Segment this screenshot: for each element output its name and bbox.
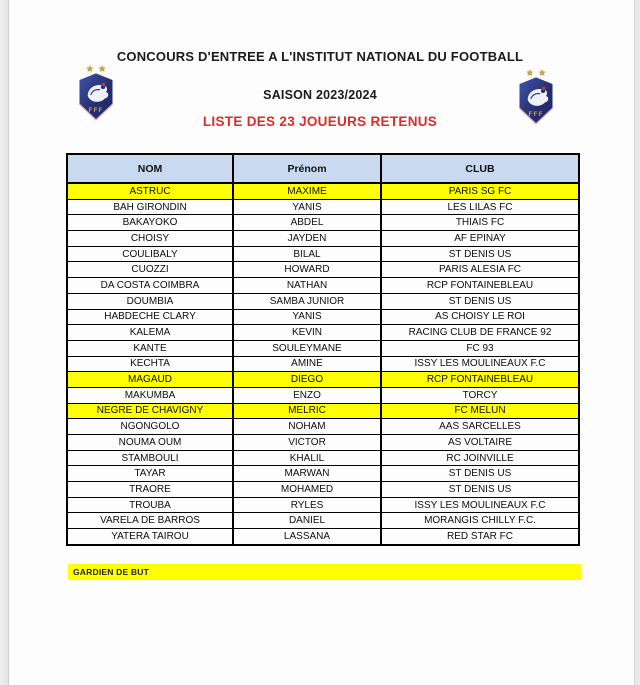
cell-nom: TROUBA (67, 497, 233, 513)
table-row (67, 435, 579, 451)
cell-prenom: VICTOR (233, 435, 381, 451)
cell-club: RC JOINVILLE (381, 450, 579, 466)
table-row (67, 529, 579, 545)
list-subtitle: LISTE DES 23 JOUEURS RETENUS (202, 114, 438, 129)
cell-prenom: DANIEL (233, 513, 381, 529)
cell-nom: NEGRE DE CHAVIGNY (67, 403, 233, 419)
cell-prenom: ENZO (233, 387, 381, 403)
column-header-prenom: Prénom (233, 154, 381, 183)
cell-prenom: MELRIC (233, 403, 381, 419)
table-row (67, 246, 579, 262)
cell-club: ST DENIS US (381, 293, 579, 309)
table-row (67, 309, 579, 325)
table-row (67, 387, 579, 403)
table-row (67, 513, 579, 529)
page-left-edge (0, 0, 9, 685)
cell-nom: CUOZZI (67, 262, 233, 278)
cell-club: AF EPINAY (381, 231, 579, 247)
table-row (67, 419, 579, 435)
goalkeeper-legend: GARDIEN DE BUT (68, 564, 581, 580)
cell-club: RCP FONTAINEBLEAU (381, 278, 579, 294)
table-row (67, 231, 579, 247)
table-row (67, 199, 579, 215)
table-row (67, 356, 579, 372)
cell-nom: COULIBALY (67, 246, 233, 262)
page-right-edge (634, 0, 640, 685)
table-row (67, 403, 579, 419)
cell-club: RED STAR FC (381, 529, 579, 545)
cell-prenom: KEVIN (233, 325, 381, 341)
player-table-body (67, 183, 579, 545)
cell-prenom: AMINE (233, 356, 381, 372)
cell-club: LES LILAS FC (381, 199, 579, 215)
cell-prenom: MARWAN (233, 466, 381, 482)
cell-club: PARIS SG FC (381, 183, 579, 199)
cell-prenom: MOHAMED (233, 482, 381, 498)
table-row (67, 450, 579, 466)
cell-nom: NOUMA OUM (67, 435, 233, 451)
cell-nom: STAMBOULI (67, 450, 233, 466)
cell-nom: YATERA TAIROU (67, 529, 233, 545)
crest-text: FFF (528, 111, 544, 119)
cell-prenom: BILAL (233, 246, 381, 262)
table-row (67, 293, 579, 309)
cell-club: FC 93 (381, 340, 579, 356)
cell-nom: DOUMBIA (67, 293, 233, 309)
table-row (67, 340, 579, 356)
cell-nom: NGONGOLO (67, 419, 233, 435)
cell-prenom: YANIS (233, 309, 381, 325)
season-subtitle: SAISON 2023/2024 (263, 88, 377, 102)
cell-club: THIAIS FC (381, 215, 579, 231)
column-header-nom: NOM (67, 154, 233, 183)
cell-club: ISSY LES MOULINEAUX F.C (381, 356, 579, 372)
table-row (67, 278, 579, 294)
cell-club: PARIS ALESIA FC (381, 262, 579, 278)
cell-nom: MAKUMBA (67, 387, 233, 403)
cell-club: ST DENIS US (381, 482, 579, 498)
table-row (67, 262, 579, 278)
cell-club: ISSY LES MOULINEAUX F.C (381, 497, 579, 513)
cell-nom: HABDECHE CLARY (67, 309, 233, 325)
cell-club: ST DENIS US (381, 246, 579, 262)
star-icon (526, 69, 546, 76)
cell-nom: VARELA DE BARROS (67, 513, 233, 529)
fff-crest-icon (75, 62, 117, 128)
cell-prenom: ABDEL (233, 215, 381, 231)
cell-nom: TRAORE (67, 482, 233, 498)
cell-club: AS CHOISY LE ROI (381, 309, 579, 325)
cell-prenom: KHALIL (233, 450, 381, 466)
cell-club: FC MELUN (381, 403, 579, 419)
table-header-row (67, 154, 579, 183)
cell-nom: KALEMA (67, 325, 233, 341)
crest-text: FFF (88, 107, 104, 115)
cell-prenom: HOWARD (233, 262, 381, 278)
table-row (67, 497, 579, 513)
cell-prenom: SAMBA JUNIOR (233, 293, 381, 309)
cell-club: MORANGIS CHILLY F.C. (381, 513, 579, 529)
cell-nom: DA COSTA COIMBRA (67, 278, 233, 294)
cell-prenom: NATHAN (233, 278, 381, 294)
cell-prenom: RYLES (233, 497, 381, 513)
column-header-club: CLUB (381, 154, 579, 183)
cell-prenom: YANIS (233, 199, 381, 215)
cell-nom: BAKAYOKO (67, 215, 233, 231)
table-row (67, 183, 579, 199)
cell-club: TORCY (381, 387, 579, 403)
cell-nom: TAYAR (67, 466, 233, 482)
table-row (67, 325, 579, 341)
cell-nom: MAGAUD (67, 372, 233, 388)
cell-nom: CHOISY (67, 231, 233, 247)
cell-prenom: SOULEYMANE (233, 340, 381, 356)
cell-club: ST DENIS US (381, 466, 579, 482)
cell-club: RACING CLUB DE FRANCE 92 (381, 325, 579, 341)
players-table (66, 153, 580, 546)
cell-club: AAS SARCELLES (381, 419, 579, 435)
cell-nom: ASTRUC (67, 183, 233, 199)
page-title: CONCOURS D'ENTREE A L'INSTITUT NATIONAL DU FOOTBALL (116, 49, 524, 64)
cell-nom: KECHTA (67, 356, 233, 372)
cell-prenom: JAYDEN (233, 231, 381, 247)
table-row (67, 466, 579, 482)
table-row (67, 372, 579, 388)
cell-prenom: LASSANA (233, 529, 381, 545)
table-row (67, 482, 579, 498)
cell-prenom: NOHAM (233, 419, 381, 435)
star-icon (86, 65, 106, 72)
table-row (67, 215, 579, 231)
cell-prenom: DIEGO (233, 372, 381, 388)
cell-club: AS VOLTAIRE (381, 435, 579, 451)
cell-prenom: MAXIME (233, 183, 381, 199)
cell-nom: BAH GIRONDIN (67, 199, 233, 215)
cell-nom: KANTE (67, 340, 233, 356)
fff-crest-icon (515, 66, 557, 132)
cell-club: RCP FONTAINEBLEAU (381, 372, 579, 388)
